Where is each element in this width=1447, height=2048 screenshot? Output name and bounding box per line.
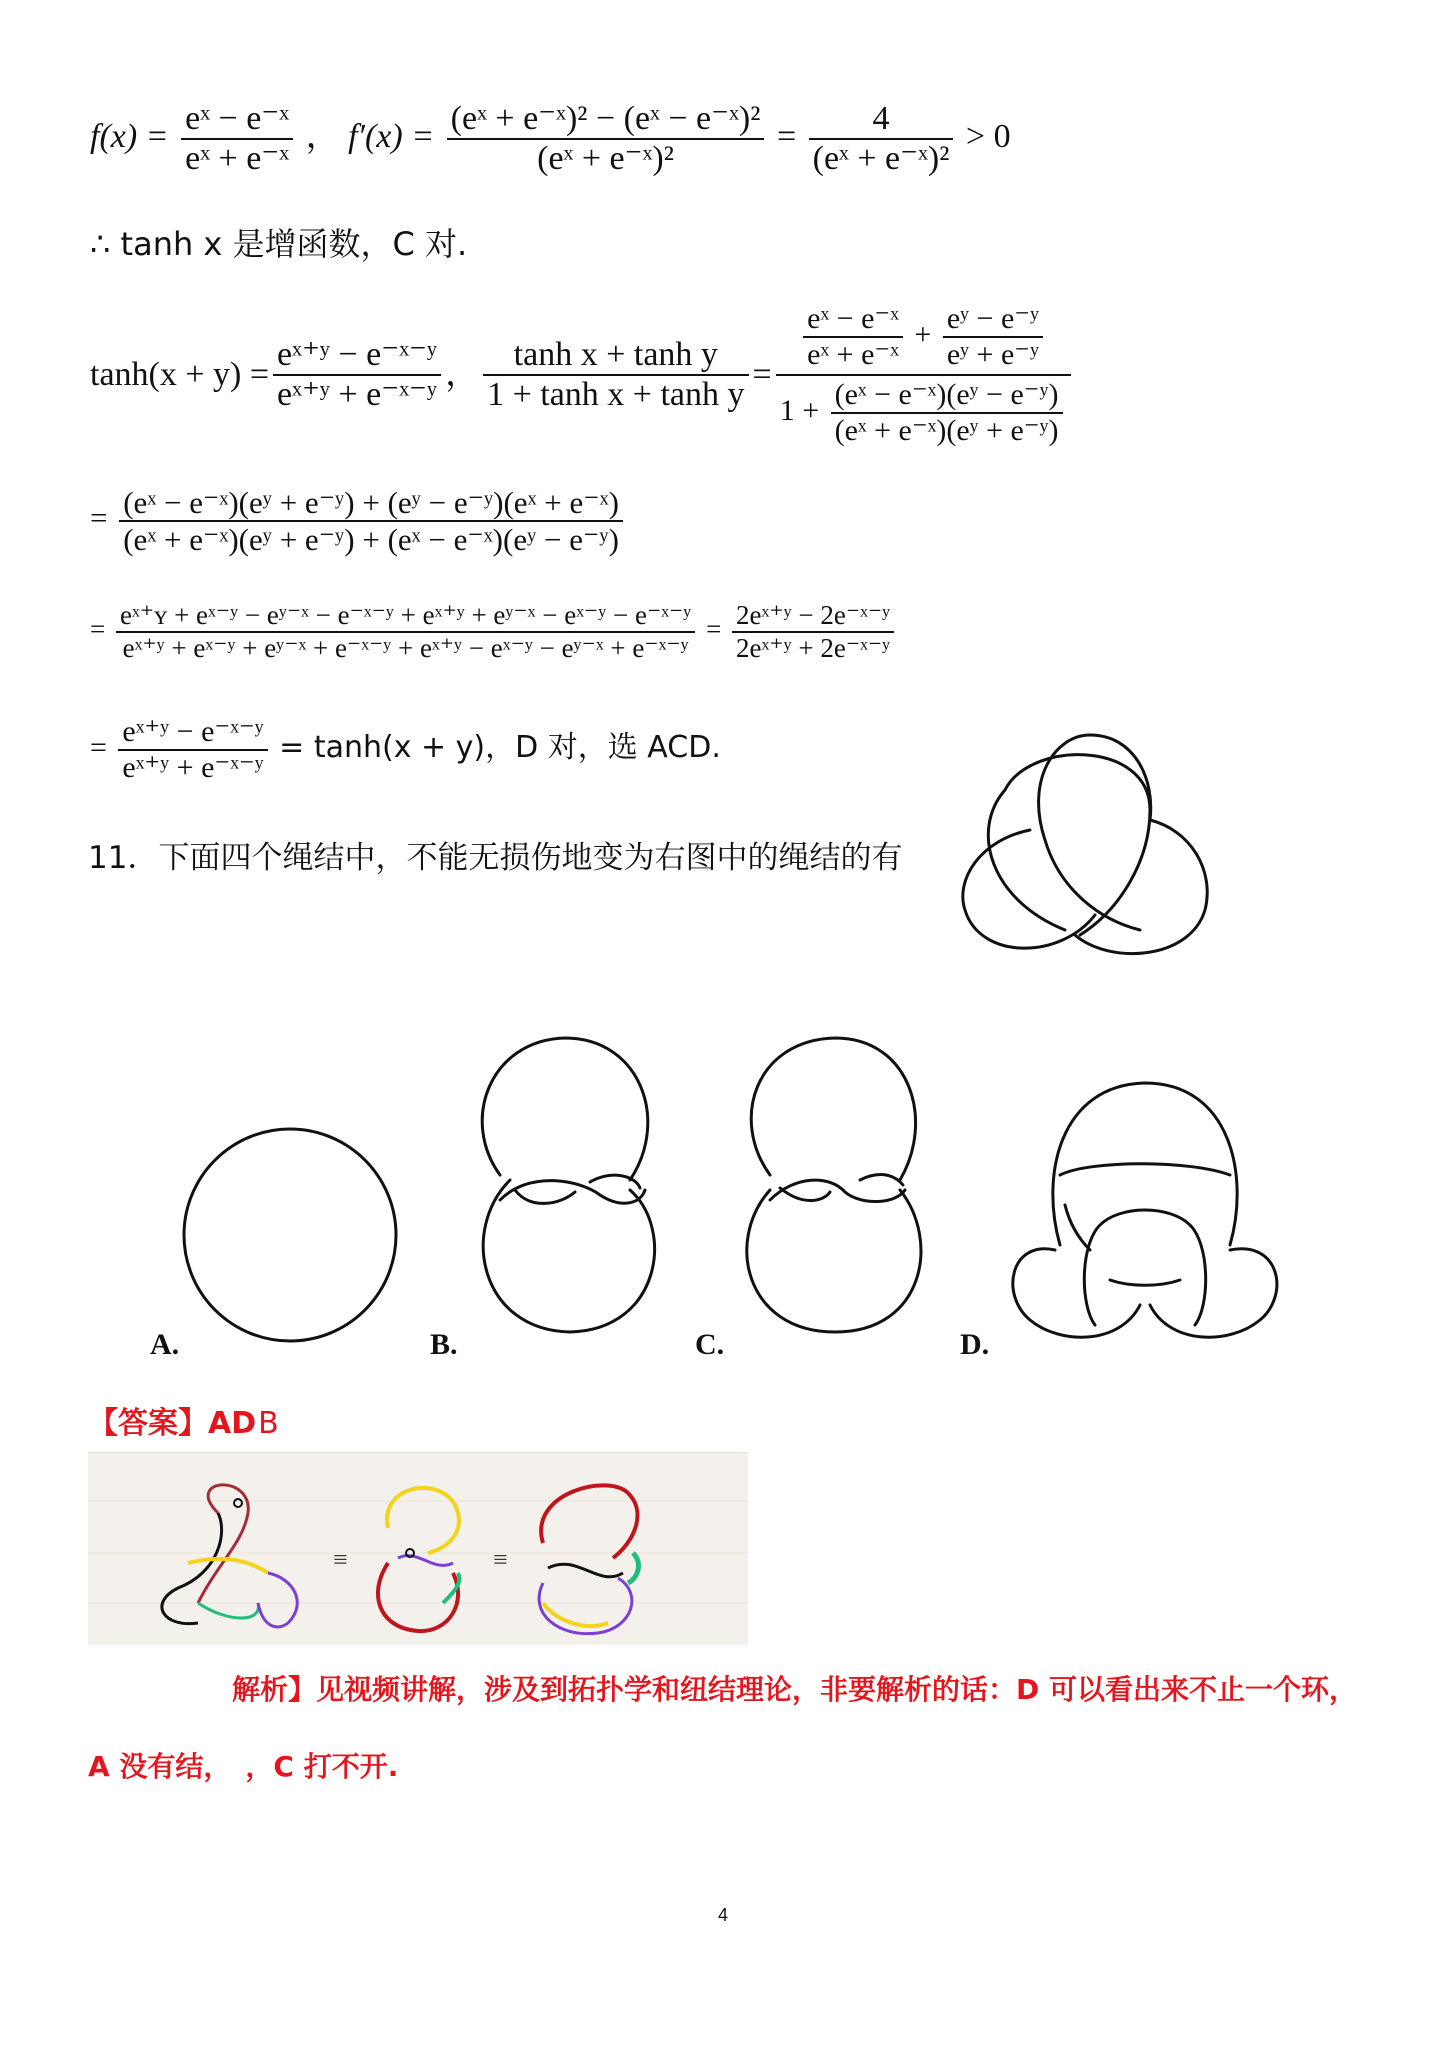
option-c-label: C. — [695, 1328, 725, 1361]
equals: = — [776, 117, 797, 155]
step2b-numerator: 2eˣ⁺ʸ − 2e⁻ˣ⁻ʸ — [732, 600, 894, 633]
equals: = — [90, 500, 108, 536]
frac-a-den: eˣ + e⁻ˣ — [807, 338, 899, 371]
step2-numerator: eˣ⁺ʏ + eˣ⁻ʸ − eʸ⁻ˣ − e⁻ˣ⁻ʸ + eˣ⁺ʸ + eʸ⁻ˣ − eˣ⁻ʸ − e⁻ˣ⁻ʸ — [116, 600, 695, 633]
tanh-def-fraction — [273, 336, 441, 414]
four-numerator: 4 — [809, 100, 954, 140]
greater-than-zero: > 0 — [965, 117, 1011, 155]
option-b-label: B. — [430, 1328, 458, 1361]
frac-c-den: (eˣ + e⁻ˣ)(eʸ + e⁻ʸ) — [834, 414, 1059, 447]
step1-denominator: (eˣ + e⁻ˣ)(eʸ + e⁻ʸ) + (eˣ − e⁻ˣ)(eʸ − e⁻ʸ) — [123, 522, 619, 557]
question-11: 11．下面四个绳结中，不能无损伤地变为右图中的绳结的有 — [88, 840, 903, 876]
frac-a-num: eˣ − e⁻ˣ — [803, 302, 903, 338]
compound-fraction — [776, 300, 1071, 450]
knot-equivalence-figure — [88, 1452, 748, 1645]
separator: ， — [305, 117, 340, 155]
equals: = — [90, 730, 107, 764]
four-fraction — [809, 100, 954, 178]
trefoil-knot-reference — [950, 720, 1230, 980]
formula-derivative — [90, 100, 1011, 178]
formula-step-1 — [90, 485, 627, 557]
equals: = — [752, 356, 772, 393]
frac-b-num: eʸ − e⁻ʸ — [943, 302, 1043, 338]
tanh-formula-numerator: tanh x + tanh y — [483, 336, 748, 376]
option-b-knot — [470, 1030, 670, 1340]
equiv-sign-2: ≡ — [493, 1545, 508, 1574]
analysis-line-2: A 没有结， ，C 打不开. — [88, 1750, 399, 1783]
analysis-line-1: 解析】见视频讲解，涉及到拓扑学和纽结理论，非要解析的话：D 可以看出来不止一个环， — [232, 1673, 1357, 1706]
step1-fraction — [119, 485, 623, 557]
tanh-lhs: tanh(x + y) = — [90, 356, 270, 393]
page-number: 4 — [718, 1905, 729, 1925]
conclusion: = tanh(x + y)，D 对，选 ACD. — [279, 729, 721, 765]
step3-numerator: eˣ⁺ʸ − e⁻ˣ⁻ʸ — [118, 715, 267, 751]
option-d-rings — [1000, 1075, 1290, 1345]
formula-step-3 — [90, 715, 721, 785]
equiv-sign-1: ≡ — [333, 1545, 348, 1574]
formula-step-2 — [90, 600, 898, 664]
tanh-def-numerator: eˣ⁺ʸ − e⁻ˣ⁻ʸ — [273, 336, 441, 376]
step3-denominator: eˣ⁺ʸ + e⁻ˣ⁻ʸ — [122, 751, 264, 784]
frac-c-num: (eˣ − e⁻ˣ)(eʸ − e⁻ʸ) — [831, 378, 1063, 414]
step2b-fraction — [732, 600, 894, 664]
equals-2: = — [706, 614, 722, 645]
answer-label — [88, 1398, 279, 1442]
fprime-numerator: (eˣ + e⁻ˣ)² − (eˣ − e⁻ˣ)² — [447, 100, 765, 140]
fprime-denominator: (eˣ + e⁻ˣ)² — [537, 140, 674, 177]
option-c-knot — [735, 1030, 935, 1340]
tanh-formula-fraction — [483, 336, 748, 414]
fprime-lhs: f′(x) = — [348, 117, 435, 155]
four-denominator: (eˣ + e⁻ˣ)² — [812, 140, 950, 177]
option-d-label: D. — [960, 1328, 990, 1361]
increasing-statement: ∴ tanh x 是增函数，C 对. — [90, 225, 468, 263]
fprime-fraction — [447, 100, 765, 178]
answer-handwritten: B — [258, 1406, 279, 1441]
compound-numerator — [776, 300, 1071, 376]
f-lhs: f(x) = — [90, 117, 169, 155]
step2-fraction — [116, 600, 695, 664]
step1-numerator: (eˣ − e⁻ˣ)(eʸ + e⁻ʸ) + (eʸ − e⁻ʸ)(eˣ + e⁻ˣ) — [119, 485, 623, 522]
frac-a — [803, 302, 903, 372]
step3-fraction — [118, 715, 267, 785]
step2-denominator: eˣ⁺ʸ + eˣ⁻ʸ + eʸ⁻ˣ + e⁻ˣ⁻ʸ + eˣ⁺ʸ − eˣ⁻ʸ − eʸ⁻ˣ + e⁻ˣ⁻ʸ — [122, 633, 689, 663]
frac-b — [943, 302, 1043, 372]
f-denominator: eˣ + e⁻ˣ — [185, 140, 290, 177]
frac-c — [831, 378, 1063, 448]
formula-tanh-sum — [90, 285, 1075, 465]
f-numerator: eˣ − e⁻ˣ — [181, 100, 293, 140]
tanh-formula-denominator: 1 + tanh x + tanh y — [487, 376, 745, 413]
f-fraction — [181, 100, 293, 178]
plus: + — [914, 317, 932, 351]
step2b-denominator: 2eˣ⁺ʸ + 2e⁻ˣ⁻ʸ — [736, 633, 891, 663]
option-a-unknot — [175, 1120, 405, 1350]
equivalence-drawing — [88, 1453, 748, 1645]
one-plus: 1 + — [779, 393, 820, 427]
separator: ， — [445, 356, 480, 393]
equals: = — [90, 614, 106, 645]
compound-denominator — [776, 376, 1071, 450]
option-a-label: A. — [150, 1328, 180, 1361]
answer-text: 【答案】AD — [88, 1406, 257, 1441]
tanh-def-denominator: eˣ⁺ʸ + e⁻ˣ⁻ʸ — [277, 376, 438, 413]
frac-b-den: eʸ + e⁻ʸ — [946, 338, 1040, 371]
